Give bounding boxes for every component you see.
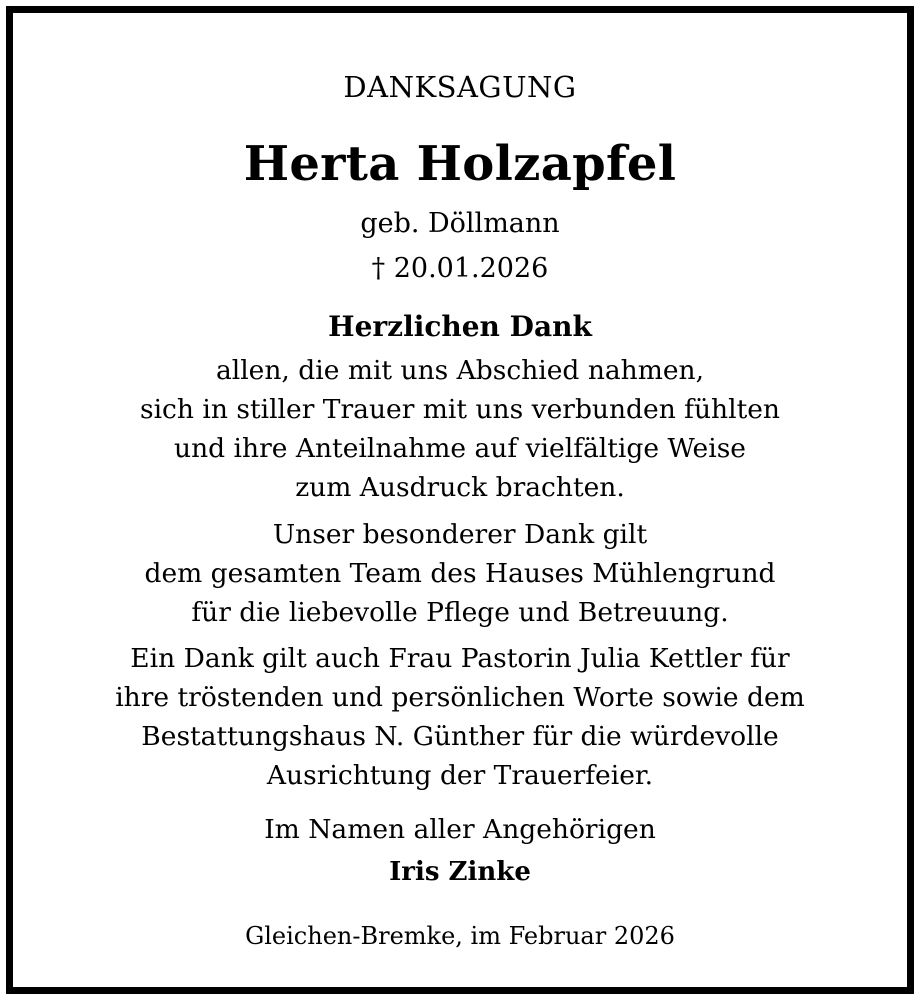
paragraph2-line: dem gesamten Team des Hauses Mühlengrund [144,558,776,589]
signature-intro: Im Namen aller Angehörigen [264,814,656,845]
paragraph2-line: für die liebevolle Pflege und Betreuung. [191,597,729,628]
paragraph3-line: Ausrichtung der Trauerfeier. [266,760,654,791]
paragraph2-line: Unser besonderer Dank gilt [272,519,648,550]
death-date: † 20.01.2026 [371,253,549,284]
paragraph1-line: allen, die mit uns Abschied nahmen, [215,355,705,386]
birth-name: geb. Döllmann [360,208,560,239]
paragraph3-line: Ein Dank gilt auch Frau Pastorin Julia Kettler für [130,643,790,674]
place-date: Gleichen-Bremke, im Februar 2026 [245,922,675,950]
paragraph3-line: ihre tröstenden und persönlichen Worte sowie dem [115,682,805,713]
signature-name: Iris Zinke [389,857,531,887]
paragraph3-line: Bestattungshaus N. Günther für die würdevolle [141,721,779,752]
deceased-name: Herta Holzapfel [243,136,677,192]
paragraph1-line: und ihre Anteilnahme auf vielfältige Weise [174,433,746,464]
paragraph1-line: zum Ausdruck brachten. [295,472,625,503]
notice-heading: DANKSAGUNG [343,70,577,104]
paragraph1-line: sich in stiller Trauer mit uns verbunden fühlten [139,394,780,425]
thanks-subheading: Herzlichen Dank [328,310,592,343]
